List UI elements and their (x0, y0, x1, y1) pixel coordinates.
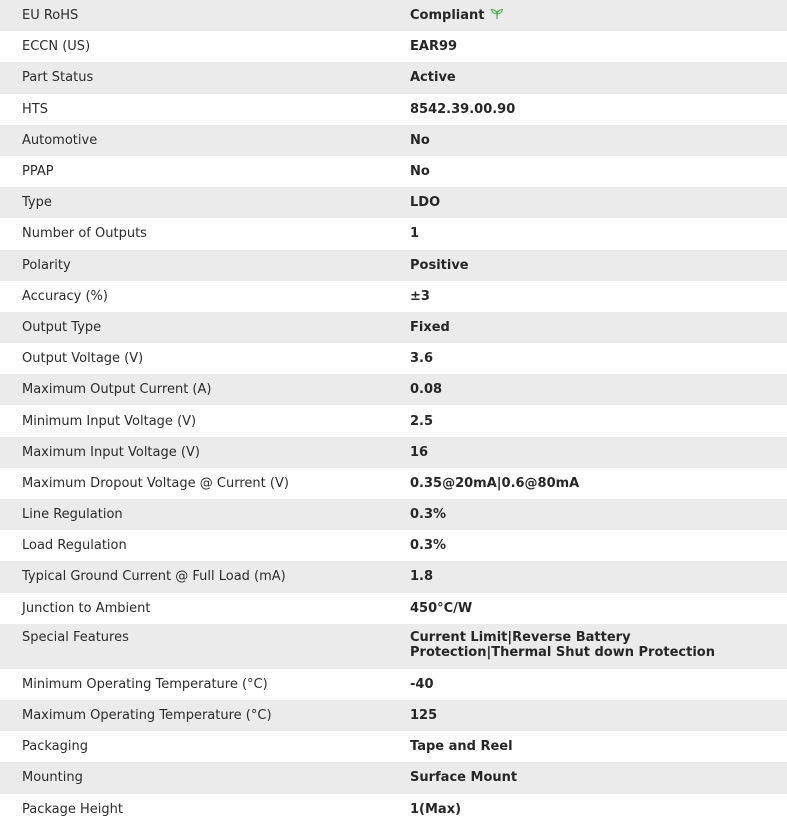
spec-row-mounting (0, 762, 787, 793)
spec-label: HTS (22, 101, 48, 117)
spec-value: 0.35@20mA|0.6@80mA (410, 475, 580, 491)
spec-value: Active (410, 70, 456, 86)
spec-value: 0.08 (410, 382, 443, 398)
spec-value: LDO (410, 195, 441, 211)
spec-label: Number of Outputs (22, 226, 147, 242)
spec-value: 1.8 (410, 569, 434, 585)
spec-label: Output Voltage (V) (22, 351, 144, 367)
spec-value: 1(Max) (410, 801, 462, 817)
spec-row-max-dropout-voltage (0, 468, 787, 499)
spec-row-max-output-current (0, 374, 787, 405)
spec-row-line-regulation (0, 499, 787, 530)
spec-row-hts (0, 94, 787, 125)
spec-label: Maximum Operating Temperature (°C) (22, 708, 272, 724)
spec-value: 450°C/W (410, 600, 473, 616)
spec-label: Maximum Input Voltage (V) (22, 444, 200, 460)
spec-row-special-features (0, 624, 787, 669)
spec-row-output-voltage (0, 343, 787, 374)
spec-value-text: Compliant (410, 8, 485, 24)
spec-value: Fixed (410, 319, 450, 335)
spec-value: Tape and Reel (410, 739, 513, 755)
spec-row-junction-to-ambient (0, 593, 787, 624)
spec-label: Output Type (22, 319, 102, 335)
spec-row-packaging (0, 731, 787, 762)
spec-value: ±3 (410, 288, 430, 304)
spec-row-package-height (0, 794, 787, 825)
spec-row-number-of-outputs (0, 218, 787, 249)
spec-row-min-operating-temp (0, 669, 787, 700)
spec-label: Type (22, 195, 52, 211)
spec-value: Positive (410, 257, 469, 273)
spec-row-ground-current (0, 561, 787, 592)
spec-label: Polarity (22, 257, 71, 273)
spec-row-min-input-voltage (0, 405, 787, 436)
spec-value (388, 0, 787, 31)
spec-label: Automotive (22, 132, 98, 148)
spec-value: EAR99 (410, 39, 458, 55)
spec-label: Maximum Output Current (A) (22, 382, 212, 398)
spec-label: Part Status (22, 70, 94, 86)
spec-row-output-type (0, 312, 787, 343)
leaf-icon (490, 8, 504, 20)
spec-label: Load Regulation (22, 538, 127, 554)
spec-value: No (410, 132, 430, 148)
spec-value: 2.5 (410, 413, 434, 429)
spec-label: Minimum Operating Temperature (°C) (22, 676, 268, 692)
spec-value: No (410, 164, 430, 180)
spec-label: EU RoHS (22, 8, 79, 24)
spec-value: 0.3% (410, 538, 447, 554)
spec-row-polarity (0, 250, 787, 281)
spec-label: Maximum Dropout Voltage @ Current (V) (22, 475, 289, 491)
spec-label: ECCN (US) (22, 39, 91, 55)
spec-label: Minimum Input Voltage (V) (22, 413, 197, 429)
spec-label: Mounting (22, 770, 83, 786)
spec-row-part-status (0, 62, 787, 93)
spec-row-ppap (0, 156, 787, 187)
spec-row-type (0, 187, 787, 218)
spec-label: PPAP (22, 164, 54, 180)
spec-label: Typical Ground Current @ Full Load (mA) (22, 569, 286, 585)
spec-row-max-input-voltage (0, 437, 787, 468)
spec-row-load-regulation (0, 530, 787, 561)
spec-row-eccn (0, 31, 787, 62)
spec-value: 8542.39.00.90 (410, 101, 516, 117)
spec-row-max-operating-temp (0, 700, 787, 731)
spec-value: 0.3% (410, 507, 447, 523)
spec-label: Line Regulation (22, 507, 123, 523)
spec-value: -40 (410, 676, 434, 692)
spec-row-eu-rohs (0, 0, 787, 31)
spec-label: Accuracy (%) (22, 288, 108, 304)
spec-label: Special Features (22, 629, 129, 645)
spec-label: Packaging (22, 739, 88, 755)
spec-row-accuracy (0, 281, 787, 312)
spec-value: 125 (410, 708, 438, 724)
spec-value: 16 (410, 444, 429, 460)
spec-row-automotive (0, 125, 787, 156)
spec-label: Package Height (22, 801, 123, 817)
spec-value: Current Limit|Reverse Battery Protection|Thermal Shut down Protection (410, 629, 715, 660)
spec-label: Junction to Ambient (22, 600, 151, 616)
spec-value: Surface Mount (410, 770, 518, 786)
spec-value: 1 (410, 226, 420, 242)
spec-value: 3.6 (410, 351, 434, 367)
